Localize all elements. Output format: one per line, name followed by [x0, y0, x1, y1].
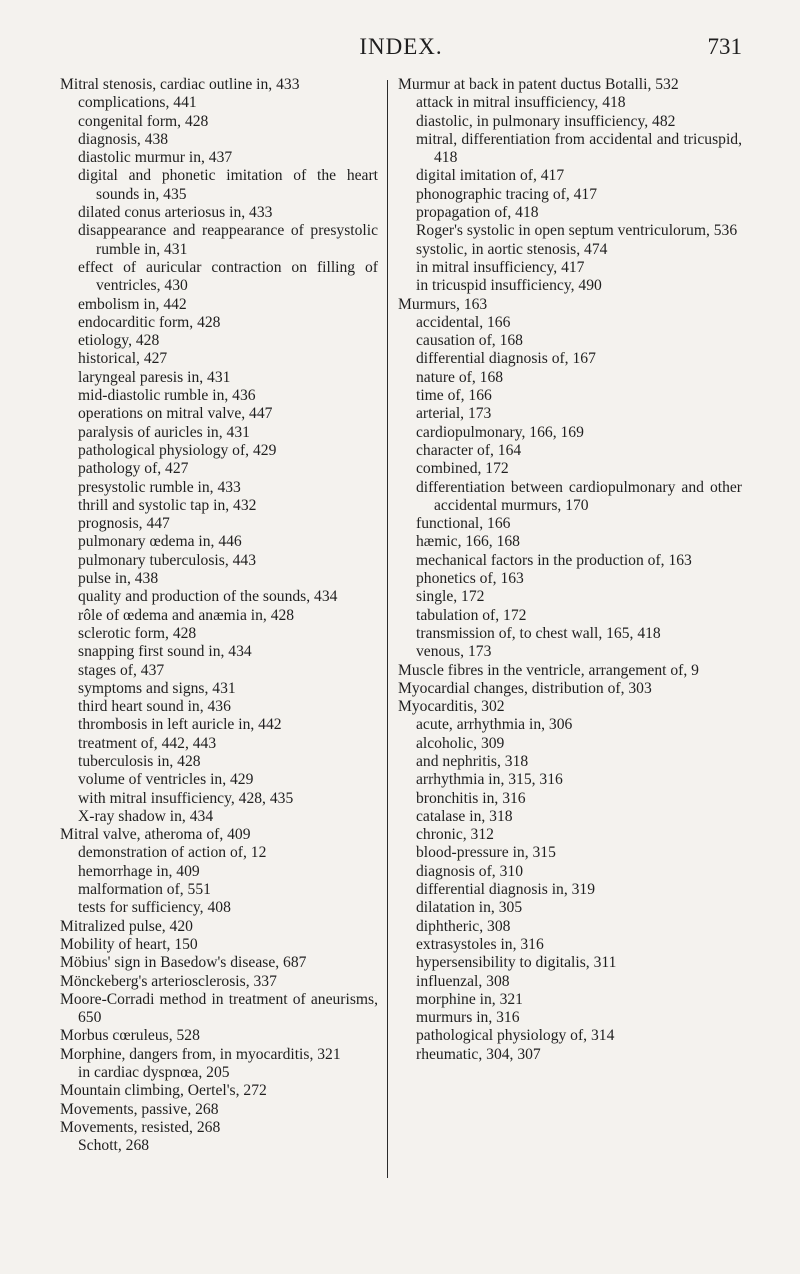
- index-subentry: arrhythmia in, 315, 316: [416, 771, 563, 789]
- index-subentry: prognosis, 447: [78, 515, 170, 533]
- index-subentry: laryngeal paresis in, 431: [78, 368, 231, 386]
- index-subentry: with mitral insufficiency, 428, 435: [78, 789, 294, 807]
- index-subentry: Schott, 268: [78, 1137, 150, 1155]
- index-heading-entry: Mönckeberg's arteriosclerosis, 337: [60, 972, 277, 990]
- index-heading-entry: Movements, resisted, 268: [60, 1118, 221, 1136]
- index-heading-entry: Mitral stenosis, cardiac outline in, 433: [60, 76, 300, 93]
- index-heading-entry: Moore-Corradi method in treatment of aneurisms, 650: [60, 990, 378, 1027]
- index-subentry: murmurs in, 316: [416, 1009, 520, 1027]
- index-subentry: complications, 441: [78, 94, 197, 112]
- index-heading-entry: Mitralized pulse, 420: [60, 917, 193, 935]
- index-heading-entry: Murmur at back in patent ductus Botalli, 532: [398, 76, 679, 93]
- index-subentry: mechanical factors in the production of, 163: [416, 551, 692, 569]
- index-subentry: extrasystoles in, 316: [416, 935, 544, 953]
- index-subentry: arterial, 173: [416, 405, 492, 423]
- index-heading-entry: Muscle fibres in the ventricle, arrangement of, 9: [398, 661, 699, 679]
- index-subentry: catalase in, 318: [416, 807, 513, 825]
- index-subentry: differential diagnosis of, 167: [416, 350, 596, 368]
- index-heading-entry: Myocarditis, 302: [398, 698, 505, 716]
- index-subentry: diastolic murmur in, 437: [78, 149, 233, 167]
- index-subentry: mid-diastolic rumble in, 436: [78, 387, 256, 405]
- index-subentry: snapping first sound in, 434: [78, 643, 252, 661]
- index-subentry: digital and phonetic imitation of the heart sounds in, 435: [78, 167, 378, 203]
- index-subentry: congenital form, 428: [78, 112, 209, 130]
- index-heading-entry: Mitral valve, atheroma of, 409: [60, 826, 251, 844]
- index-subentry: differential diagnosis in, 319: [416, 881, 596, 899]
- index-subentry: diagnosis, 438: [78, 130, 169, 148]
- index-subentry: phonographic tracing of, 417: [416, 185, 598, 203]
- index-subentry: differentiation between cardiopulmonary and other accidental murmurs, 170: [416, 478, 742, 514]
- index-subentry: chronic, 312: [416, 826, 494, 844]
- index-subentry: accidental, 166: [416, 313, 511, 331]
- index-subentry: stages of, 437: [78, 661, 165, 679]
- left-index-column: [60, 76, 378, 1156]
- index-subentry: combined, 172: [416, 460, 509, 478]
- index-subentry: cardiopulmonary, 166, 169: [416, 423, 584, 441]
- index-subentry: X-ray shadow in, 434: [78, 807, 214, 825]
- index-subentry: embolism in, 442: [78, 295, 187, 313]
- index-subentry: diphtheric, 308: [416, 917, 511, 935]
- right-index-column: [398, 76, 742, 1064]
- index-subentry: pathological physiology of, 314: [416, 1027, 615, 1045]
- index-subentry: dilatation in, 305: [416, 899, 523, 917]
- index-subentry: pulse in, 438: [78, 570, 159, 588]
- index-subentry: influenzal, 308: [416, 972, 510, 990]
- page-title: INDEX.: [359, 34, 443, 59]
- index-heading-entry: Mountain climbing, Oertel's, 272: [60, 1082, 267, 1100]
- index-subentry: third heart sound in, 436: [78, 698, 231, 716]
- index-subentry: etiology, 428: [78, 332, 160, 350]
- index-subentry: endocarditic form, 428: [78, 313, 221, 331]
- index-subentry: pulmonary tuberculosis, 443: [78, 551, 257, 569]
- column-divider: [387, 80, 388, 1178]
- index-subentry: presystolic rumble in, 433: [78, 478, 241, 496]
- index-subentry: acute, arrhythmia in, 306: [416, 716, 573, 734]
- index-heading-entry: Morbus cœruleus, 528: [60, 1027, 200, 1045]
- index-subentry: pulmonary œdema in, 446: [78, 533, 242, 551]
- index-subentry: treatment of, 442, 443: [78, 734, 217, 752]
- index-subentry: alcoholic, 309: [416, 734, 505, 752]
- index-subentry: operations on mitral valve, 447: [78, 405, 273, 423]
- index-subentry: phonetics of, 163: [416, 570, 524, 588]
- index-subentry: digital imitation of, 417: [416, 167, 565, 185]
- index-subentry: single, 172: [416, 588, 485, 606]
- index-heading-entry: Movements, passive, 268: [60, 1100, 219, 1118]
- index-subentry: pathological physiology of, 429: [78, 441, 277, 459]
- index-subentry: Roger's systolic in open septum ventriculorum, 536: [416, 222, 738, 240]
- index-subentry: mitral, differentiation from accidental and tricuspid, 418: [416, 130, 742, 167]
- index-subentry: malformation of, 551: [78, 881, 211, 899]
- page-header: [60, 34, 742, 64]
- index-subentry: historical, 427: [78, 350, 168, 368]
- index-subentry: systolic, in aortic stenosis, 474: [416, 240, 608, 258]
- index-subentry: tests for sufficiency, 408: [78, 899, 231, 917]
- index-subentry: demonstration of action of, 12: [78, 844, 267, 862]
- index-subentry: nature of, 168: [416, 368, 504, 386]
- index-subentry: morphine in, 321: [416, 990, 523, 1008]
- index-subentry: symptoms and signs, 431: [78, 679, 236, 697]
- index-heading-entry: Mobility of heart, 150: [60, 935, 198, 953]
- index-subentry: time of, 166: [416, 387, 492, 405]
- index-subentry: diagnosis of, 310: [416, 862, 523, 880]
- index-subentry: quality and production of the sounds, 434: [78, 588, 338, 606]
- index-subentry: bronchitis in, 316: [416, 789, 526, 807]
- index-subentry: thrill and systolic tap in, 432: [78, 496, 257, 514]
- index-subentry: blood-pressure in, 315: [416, 844, 556, 862]
- index-heading-entry: Morphine, dangers from, in myocarditis, 321: [60, 1045, 341, 1063]
- index-subentry: pathology of, 427: [78, 460, 189, 478]
- index-subentry: in cardiac dyspnœa, 205: [78, 1064, 230, 1082]
- index-subentry: hemorrhage in, 409: [78, 862, 200, 880]
- index-subentry: and nephritis, 318: [416, 752, 529, 770]
- index-subentry: rôle of œdema and anæmia in, 428: [78, 606, 295, 624]
- index-subentry: hæmic, 166, 168: [416, 533, 520, 551]
- index-subentry: attack in mitral insufficiency, 418: [416, 94, 626, 112]
- index-subentry: paralysis of auricles in, 431: [78, 423, 250, 441]
- index-subentry: tuberculosis in, 428: [78, 752, 201, 770]
- index-heading-entry: Möbius' sign in Basedow's disease, 687: [60, 954, 307, 972]
- index-heading-entry: Murmurs, 163: [398, 295, 488, 313]
- index-subentry: in mitral insufficiency, 417: [416, 258, 585, 276]
- index-subentry: character of, 164: [416, 441, 522, 459]
- index-subentry: diastolic, in pulmonary insufficiency, 482: [416, 112, 676, 130]
- index-subentry: hypersensibility to digitalis, 311: [416, 954, 617, 972]
- page-number: 731: [707, 34, 742, 59]
- index-subentry: venous, 173: [416, 643, 492, 661]
- index-heading-entry: Myocardial changes, distribution of, 303: [398, 679, 652, 697]
- index-subentry: volume of ventricles in, 429: [78, 771, 254, 789]
- index-subentry: causation of, 168: [416, 332, 523, 350]
- index-subentry: rheumatic, 304, 307: [416, 1045, 541, 1063]
- index-subentry: disappearance and reappearance of presystolic rumble in, 431: [78, 222, 378, 258]
- index-subentry: functional, 166: [416, 515, 511, 533]
- index-subentry: propagation of, 418: [416, 204, 539, 222]
- index-subentry: dilated conus arteriosus in, 433: [78, 204, 273, 222]
- index-subentry: effect of auricular contraction on filling of ventricles, 430: [78, 258, 378, 295]
- index-subentry: transmission of, to chest wall, 165, 418: [416, 624, 661, 642]
- index-subentry: thrombosis in left auricle in, 442: [78, 716, 282, 734]
- index-subentry: tabulation of, 172: [416, 606, 527, 624]
- index-subentry: in tricuspid insufficiency, 490: [416, 277, 602, 295]
- index-subentry: sclerotic form, 428: [78, 624, 197, 642]
